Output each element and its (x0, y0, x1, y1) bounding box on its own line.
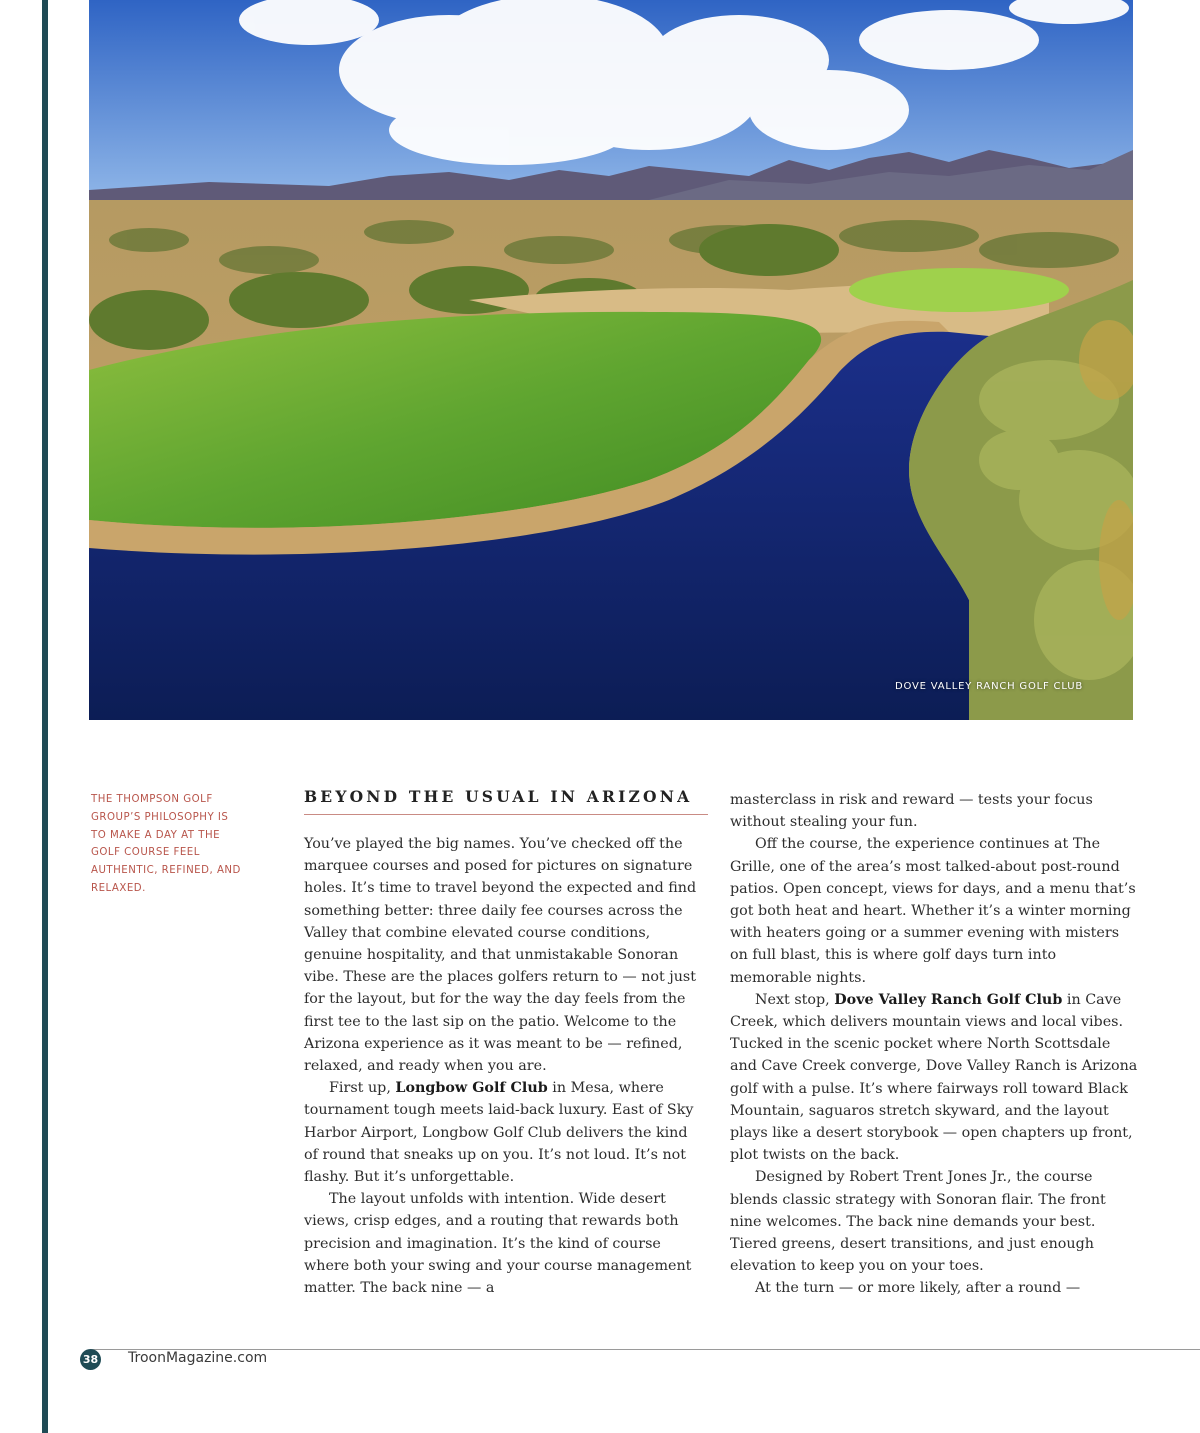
pull-quote: THE THOMPSON GOLF GROUP’S PHILOSOPHY IS TO MAKE A DAY AT THE GOLF COURSE FEEL AUTHENTIC, REFINED, AND RELAXED. (91, 794, 241, 894)
paragraph (730, 989, 1140, 1167)
article-headline: BEYOND THE USUAL IN ARIZONA (304, 787, 693, 806)
headline-divider (304, 814, 708, 815)
hero-photo (89, 0, 1133, 720)
paragraph (304, 1077, 702, 1188)
page-spine-bar (42, 0, 48, 1433)
article-column-1 (304, 833, 702, 1299)
course-name-dove-valley: Dove Valley Ranch Golf Club (834, 991, 1063, 1008)
paragraph: Off the course, the experience continues at The Grille, one of the area’s most talked-about post-round patios. Open concept, views for days, and a menu that’s got both heat and heart. Whether it’s a winter morning with heaters going or a summer evening with misters on full blast, this is where golf days turn into memorable nights. (730, 836, 1136, 986)
paragraph: At the turn — or more likely, after a round — (755, 1280, 1081, 1297)
paragraph: You’ve played the big names. You’ve checked off the marquee courses and posed for pictures on signature holes. It’s time to travel beyond the expected and find something better: three daily fee courses across the Valley that combine elevated course conditions, genuine hospitality, and that unmistakable Sonoran vibe. These are the places golfers return to — not just for the layout, but for the way the day feels from the first tee to the last sip on the patio. Welcome to the Arizona experience as it was meant to be — refined, relaxed, and ready when you are. (304, 836, 697, 1075)
article-column-2 (730, 789, 1140, 1300)
paragraph-text: Next stop, (755, 991, 835, 1008)
paragraph: The layout unfolds with intention. Wide desert views, crisp edges, and a routing that rewards both precision and imagination. It’s the kind of course where both your swing and your course management matter. The back nine — a (304, 1191, 692, 1297)
photo-caption: DOVE VALLEY RANCH GOLF CLUB (894, 681, 1083, 692)
paragraph-text: First up, (329, 1080, 396, 1097)
paragraph-text: in Mesa, where tournament tough meets laid-back luxury. East of Sky Harbor Airport, Longbow Golf Club delivers the kind of round that sneaks up on you. It’s not loud. It’s not flashy. But it’s unforgettable. (304, 1080, 694, 1186)
paragraph: Designed by Robert Trent Jones Jr., the course blends classic strategy with Sonoran flair. The front nine welcomes. The back nine demands your best. Tiered greens, desert transitions, and just enough elevation to keep you on your toes. (730, 1169, 1106, 1275)
paragraph: masterclass in risk and reward — tests your focus without stealing your fun. (730, 792, 1093, 831)
golf-course-illustration (89, 0, 1133, 720)
paragraph-text: in Cave Creek, which delivers mountain views and local vibes. Tucked in the scenic pocket where North Scottsdale and Cave Creek converge, Dove Valley Ranch is Arizona golf with a pulse. It’s where fairways roll toward Black Mountain, saguaros stretch skyward, and the layout plays like a desert storybook — open chapters up front, plot twists on the back. (730, 991, 1138, 1164)
course-name-longbow: Longbow Golf Club (395, 1080, 548, 1097)
page-number-badge: 38 (80, 1349, 101, 1370)
site-url: TroonMagazine.com (128, 1350, 268, 1366)
